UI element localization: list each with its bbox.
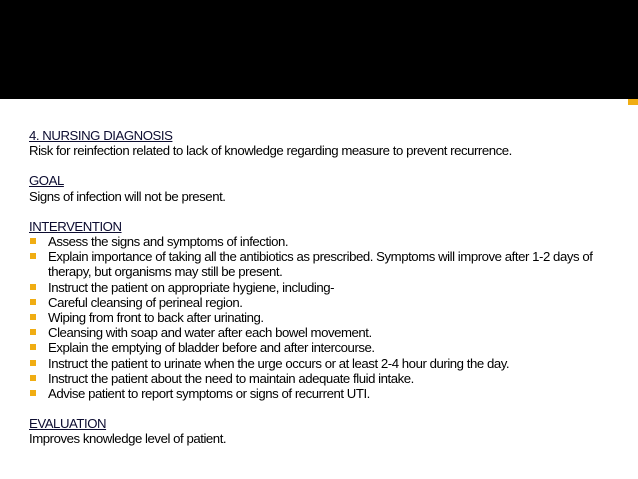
diagnosis-heading: 4. NURSING DIAGNOSIS	[29, 128, 173, 143]
goal-text: Signs of infection will not be present.	[29, 188, 226, 204]
intervention-item-text: Explain the emptying of bladder before and after intercourse.	[48, 340, 375, 356]
intervention-item	[29, 325, 628, 340]
intervention-list	[29, 234, 629, 401]
intervention-item	[29, 295, 628, 310]
bullet-square-icon	[30, 329, 36, 335]
bullet-square-icon	[30, 375, 36, 381]
bullet-square-icon	[30, 390, 36, 396]
intervention-item-text: Advise patient to report symptoms or signs of recurrent UTI.	[48, 386, 370, 402]
intervention-item-text: Instruct the patient to urinate when the urge occurs or at least 2-4 hour during the day.	[48, 355, 510, 371]
bullet-square-icon	[30, 344, 36, 350]
bullet-square-icon	[30, 284, 36, 290]
evaluation-heading: EVALUATION	[29, 416, 107, 432]
intervention-item-text: Careful cleansing of perineal region.	[48, 294, 243, 310]
intervention-item	[29, 371, 628, 386]
diagnosis-text: Risk for reinfection related to lack of knowledge regarding measure to prevent recurrence.	[29, 143, 512, 159]
intervention-item	[29, 234, 628, 249]
bullet-square-icon	[30, 238, 36, 244]
bullet-square-icon	[30, 314, 36, 320]
intervention-item-text: Instruct the patient on appropriate hygiene, including-	[48, 279, 335, 295]
slide-content	[29, 128, 629, 447]
intervention-item	[29, 356, 628, 371]
intervention-item-text: Assess the signs and symptoms of infection.	[48, 234, 289, 250]
accent-bar	[628, 99, 638, 105]
intervention-item-text: Instruct the patient about the need to maintain adequate fluid intake.	[48, 370, 414, 386]
title-band	[0, 0, 638, 99]
intervention-item-text: Explain importance of taking all the antibiotics as prescribed. Symptoms will improve after 1-2 days of therapy, but organisms may still be present.	[48, 249, 593, 280]
intervention-item	[29, 280, 628, 295]
intervention-item	[29, 249, 628, 279]
intervention-item	[29, 340, 628, 355]
goal-heading: GOAL	[29, 173, 64, 189]
intervention-item	[29, 310, 628, 325]
intervention-heading: INTERVENTION	[29, 218, 122, 234]
bullet-square-icon	[30, 360, 36, 366]
bullet-square-icon	[30, 253, 36, 259]
intervention-item-text: Cleansing with soap and water after each bowel movement.	[48, 325, 372, 341]
bullet-square-icon	[30, 299, 36, 305]
intervention-item	[29, 386, 628, 401]
evaluation-text: Improves knowledge level of patient.	[29, 431, 227, 447]
intervention-item-text: Wiping from front to back after urinating.	[48, 310, 264, 326]
